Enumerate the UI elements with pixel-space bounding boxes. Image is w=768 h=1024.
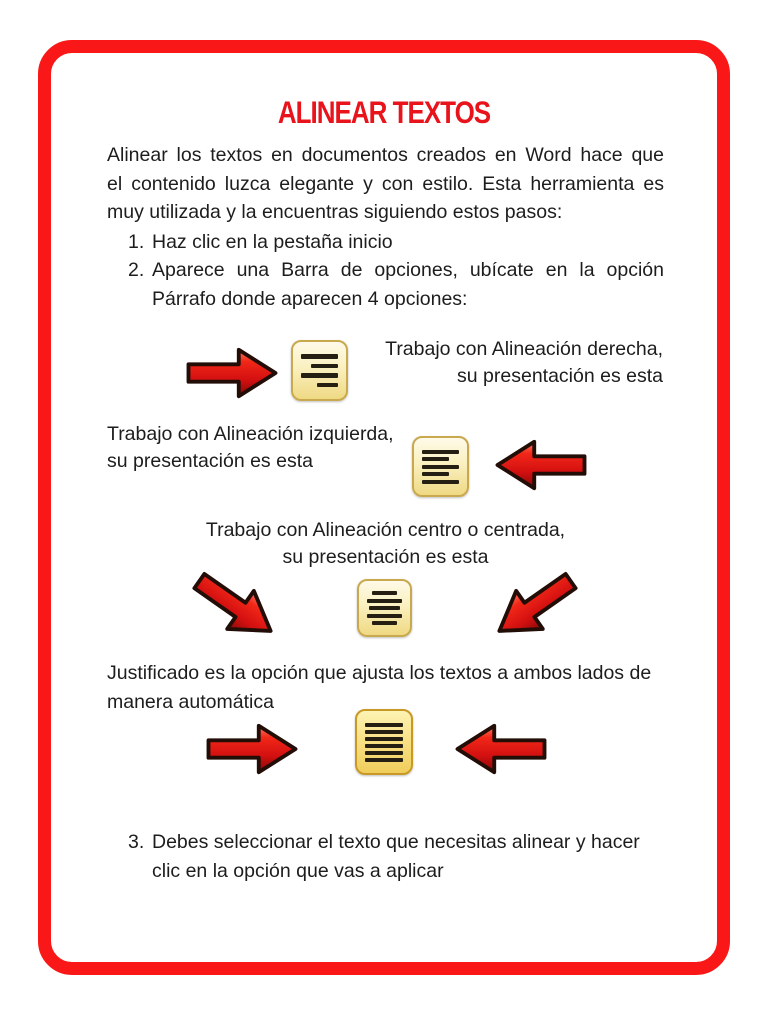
intro-line: muy utilizada y la encuentras siguiendo estos pasos: <box>107 201 563 223</box>
intro-paragraph <box>107 141 664 227</box>
arrow-right-icon <box>203 720 301 778</box>
arrow-left-icon <box>492 436 590 494</box>
arrow-left-icon <box>452 720 550 778</box>
align-left-icon <box>412 436 469 497</box>
step-item-2 <box>128 256 664 313</box>
step-number: 3. <box>128 831 145 853</box>
step-number: 1. <box>128 231 145 253</box>
intro-line: Alinear los textos en documentos creados en Word hace que <box>107 144 664 166</box>
page-title: ALINEAR TEXTOS <box>277 93 491 131</box>
step-item-1 <box>128 228 393 257</box>
step-text: Aparece una Barra de opciones, ubícate en la opción Párrafo donde aparecen 4 opciones: <box>152 259 664 310</box>
step-number: 2. <box>128 259 145 281</box>
caption-align-left: Trabajo con Alineación izquierda, su presentación es esta <box>107 423 394 472</box>
align-right-icon <box>291 340 348 401</box>
align-justify-icon <box>355 709 413 775</box>
align-center-icon <box>357 579 412 637</box>
intro-line: el contenido luzca elegante y con estilo. Esta herramienta es <box>107 172 664 195</box>
step-text: Haz clic en la pestaña inicio <box>152 231 393 253</box>
arrow-right-icon <box>183 344 281 402</box>
step-item-3 <box>128 828 672 885</box>
caption-align-center: Trabajo con Alineación centro o centrada, su presentación es esta <box>205 519 566 568</box>
caption-align-justify: Justificado es la opción que ajusta los textos a ambos lados de manera automática <box>107 662 652 713</box>
step-text: Debes seleccionar el texto que necesitas alinear y hacer clic en la opción que vas a aplicar <box>152 831 640 882</box>
caption-align-right: Trabajo con Alineación derecha, su presentación es esta <box>385 338 663 387</box>
